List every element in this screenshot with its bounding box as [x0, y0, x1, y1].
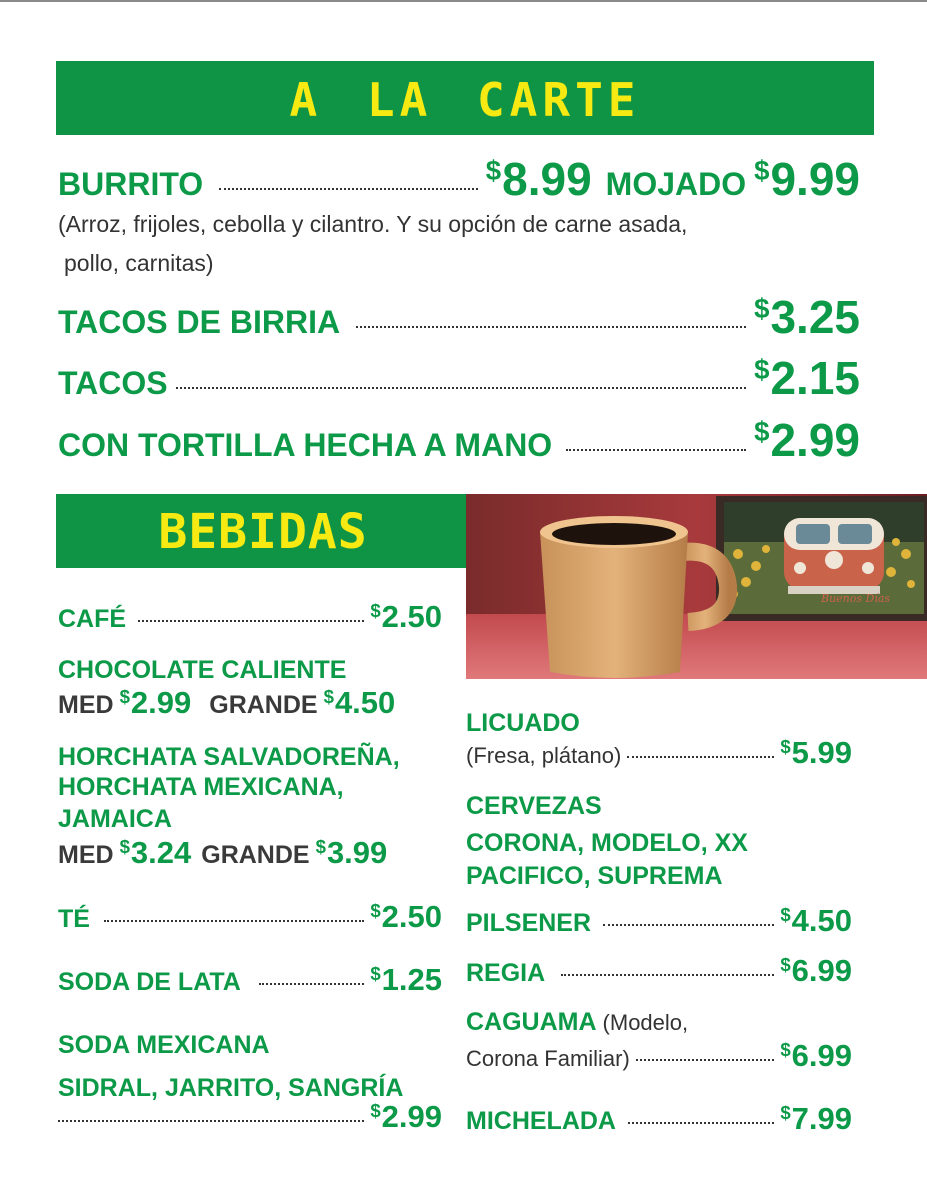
caguama-price-row: [466, 1038, 852, 1074]
item-price: $2.99: [370, 1099, 442, 1134]
size-label: GRANDE: [201, 841, 310, 869]
item-price: $2.15: [754, 352, 860, 404]
item-name: REGIA: [466, 959, 546, 987]
cervezas-line-2: CORONA, MODELO, XX: [466, 829, 748, 857]
horchata-sizes: [58, 835, 387, 871]
leader-dots: [566, 449, 746, 451]
size-label: GRANDE: [209, 691, 318, 719]
item-price: $6.99: [780, 953, 852, 988]
caguama-heading: [466, 1008, 688, 1037]
leader-dots: [259, 983, 364, 985]
item-name: MICHELADA: [466, 1107, 616, 1135]
coffee-photo: [466, 494, 927, 679]
item-description: (Modelo,: [602, 1010, 689, 1035]
section-banner-bebidas: [56, 494, 470, 568]
menu-item-chocolate-caliente: CHOCOLATE CALIENTE: [58, 656, 347, 684]
item-price: $2.50: [370, 899, 442, 934]
leader-dots: [561, 974, 774, 976]
menu-item-con-tortilla: [58, 413, 860, 467]
leader-dots: [636, 1059, 774, 1061]
menu-item-regia: [466, 953, 852, 989]
coffee-mug-image: [466, 494, 927, 679]
item-price: $2.50: [370, 599, 442, 634]
item-price: $4.50: [780, 903, 852, 938]
mojado-price: $9.99: [754, 153, 860, 205]
item-description-cont: Corona Familiar): [466, 1046, 630, 1071]
section-title: A LA CARTE: [289, 73, 641, 127]
item-price: $5.99: [780, 735, 852, 770]
section-title: BEBIDAS: [158, 504, 368, 560]
cervezas-line-3: PACIFICO, SUPREMA: [466, 862, 723, 890]
leader-dots: [627, 756, 774, 758]
menu-item-pilsener: [466, 903, 852, 939]
item-name: SODA DE LATA: [58, 968, 241, 996]
item-description: (Fresa, plátano): [466, 743, 622, 768]
item-price: $1.25: [370, 962, 442, 997]
sign-text: Buenos Días: [821, 592, 891, 605]
leader-dots: [603, 924, 774, 926]
menu-item-te: [58, 899, 442, 935]
menu-item-tacos: [58, 351, 860, 405]
leader-dots: [356, 326, 746, 328]
soda-mexicana-line-2: SIDRAL, JARRITO, SANGRÍA: [58, 1074, 404, 1102]
leader-dots: [58, 1120, 364, 1122]
size-price: $2.99: [119, 685, 192, 720]
cervezas-heading: CERVEZAS: [466, 792, 602, 820]
horchata-line-2: HORCHATA MEXICANA,: [58, 773, 344, 801]
item-name: TÉ: [58, 905, 90, 933]
size-price: $4.50: [323, 685, 396, 720]
horchata-line-3: JAMAICA: [58, 805, 172, 833]
size-label: MED: [58, 691, 114, 719]
leader-dots: [176, 387, 746, 389]
item-name: CAFÉ: [58, 605, 127, 633]
section-banner-a-la-carte: [56, 61, 874, 135]
item-name: CON TORTILLA HECHA A MANO: [58, 427, 553, 463]
size-price: $3.99: [315, 835, 388, 870]
leader-dots: [219, 188, 478, 190]
item-price: $3.25: [754, 291, 860, 343]
menu-item-cafe: [58, 599, 442, 635]
menu-item-burrito: [58, 152, 860, 206]
soda-mexicana-line-1: SODA MEXICANA: [58, 1031, 270, 1059]
licuado-price-row: [466, 735, 852, 771]
item-price: $2.99: [754, 414, 860, 466]
item-price: $6.99: [780, 1038, 852, 1073]
mojado-label: MOJADO: [605, 166, 747, 202]
leader-dots: [628, 1122, 774, 1124]
leader-dots: [138, 620, 364, 622]
item-price: $8.99: [485, 153, 592, 205]
chocolate-sizes: [58, 685, 395, 721]
menu-item-licuado: LICUADO: [466, 709, 580, 737]
menu-item-michelada: [466, 1101, 852, 1137]
item-name: TACOS DE BIRRIA: [58, 304, 341, 340]
item-name: PILSENER: [466, 909, 592, 937]
menu-item-soda-de-lata: [58, 962, 442, 998]
menu-item-tacos-de-birria: [58, 290, 860, 344]
leader-dots: [104, 920, 364, 922]
soda-mexicana-price-row: [58, 1099, 442, 1135]
item-name: TACOS: [58, 365, 168, 401]
item-name: CAGUAMA: [466, 1008, 597, 1036]
item-description: (Arroz, frijoles, cebolla y cilantro. Y su opción de carne asada,: [58, 211, 688, 237]
top-border: [0, 0, 927, 2]
item-name: BURRITO: [58, 166, 204, 202]
horchata-line-1: HORCHATA SALVADOREÑA,: [58, 743, 400, 771]
size-price: $3.24: [119, 835, 192, 870]
item-price: $7.99: [780, 1101, 852, 1136]
item-description-cont: pollo, carnitas): [64, 250, 214, 276]
size-label: MED: [58, 841, 114, 869]
